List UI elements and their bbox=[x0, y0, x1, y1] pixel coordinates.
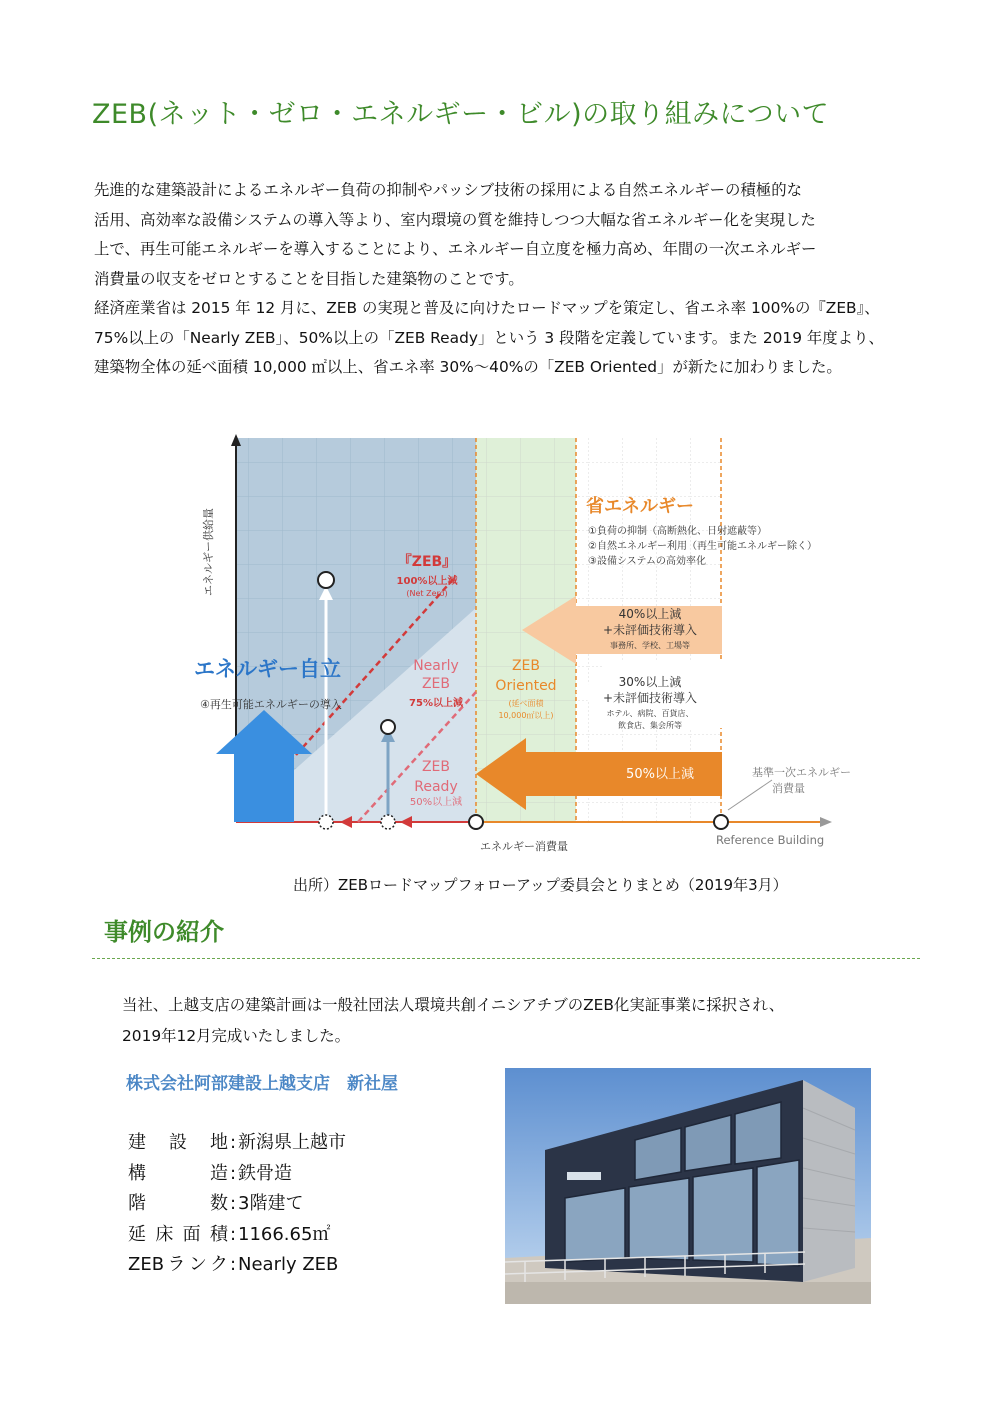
spec-label: 階数 bbox=[128, 1193, 228, 1214]
point-circle bbox=[381, 720, 395, 734]
spec-value: 3階建て bbox=[238, 1193, 304, 1214]
arrow-40-text: +未評価技術導入 bbox=[602, 623, 698, 637]
arrow-30-uses: ホテル、病院、百貨店、 bbox=[606, 709, 694, 718]
spec-row bbox=[128, 1128, 346, 1159]
intro-text bbox=[94, 176, 944, 383]
spec-label: 構造 bbox=[128, 1162, 228, 1184]
y-axis-label: エネルギー供給量 bbox=[202, 508, 215, 596]
reference-building-label: Reference Building bbox=[716, 833, 825, 847]
spec-value: Nearly ZEB bbox=[238, 1254, 339, 1275]
x-axis-label: エネルギー消費量 bbox=[480, 840, 568, 853]
zeb-ready-reduction: 50%以上減 bbox=[409, 797, 463, 808]
arrow-30-uses: 飲食店、集会所等 bbox=[618, 721, 682, 730]
project-name: 株式会社阿部建設上越支店 新社屋 bbox=[126, 1074, 398, 1094]
spec-separator: : bbox=[229, 1193, 237, 1214]
point-circle bbox=[318, 572, 334, 588]
arrow-40-uses: 事務所、学校、工場等 bbox=[610, 641, 690, 650]
case-heading: 事例の紹介 bbox=[104, 918, 224, 946]
zeb-sub: (Net Zero) bbox=[406, 589, 448, 598]
case-intro-line: 当社、上越支店の建築計画は一般社団法人環境共創イニシアチブのZEB化実証事業に採択され、 bbox=[122, 996, 785, 1014]
spec-row bbox=[128, 1189, 346, 1220]
spec-row bbox=[128, 1250, 346, 1281]
spec-separator: : bbox=[229, 1132, 237, 1153]
intro-line: 経済産業省は 2015 年 12 月に、ZEB の実現と普及に向けたロードマップを策定し、省エネ率 100%の『ZEB』、 bbox=[94, 299, 880, 317]
spec-separator: : bbox=[229, 1162, 237, 1184]
nearly-zeb-label: ZEB bbox=[421, 676, 451, 692]
spec-label: ZEBランク bbox=[128, 1254, 228, 1275]
spec-separator: : bbox=[229, 1223, 237, 1245]
intro-line: 75%以上の「Nearly ZEB」、50%以上の「ZEB Ready」という 3 段階を定義しています。また 2019 年度より、 bbox=[94, 328, 884, 347]
zeb-diagram bbox=[180, 428, 860, 860]
spec-value: 1166.65㎡ bbox=[238, 1223, 331, 1245]
energy-saving-item: ③設備システムの高効率化 bbox=[588, 556, 706, 567]
arrow-30-text: 30%以上減 bbox=[618, 675, 682, 689]
intro-line: 活用、高効率な設備システムの導入等より、室内環境の質を維持しつつ大幅な省エネルギー化を実現した bbox=[94, 210, 816, 229]
arrow-50-text: 50%以上減 bbox=[626, 767, 694, 782]
point-circle bbox=[319, 815, 333, 829]
reference-building-point bbox=[714, 815, 728, 829]
source-note: 出所）ZEBロードマップフォローアップ委員会とりまとめ（2019年3月） bbox=[293, 876, 788, 894]
energy-saving-item: ①負荷の抑制（高断熱化、日射遮蔽等） bbox=[588, 526, 767, 537]
spec-label: 建設地 bbox=[128, 1132, 228, 1153]
zeb-oriented-sub: (延べ面積 bbox=[508, 699, 544, 708]
arrow-30-text: +未評価技術導入 bbox=[602, 691, 698, 705]
zeb-oriented-label: Oriented bbox=[495, 678, 557, 694]
case-intro-line: 2019年12月完成いたしました。 bbox=[122, 1027, 351, 1045]
spec-label: 延床面積 bbox=[128, 1223, 228, 1245]
nearly-zeb-label: Nearly bbox=[413, 658, 459, 674]
intro-line: 消費量の収支をゼロとすることを目指した建築物のことです。 bbox=[94, 269, 524, 288]
divider bbox=[92, 958, 920, 959]
renewable-note: ④再生可能エネルギーの導入 bbox=[200, 698, 342, 711]
intro-line: 建築物全体の延べ面積 10,000 ㎡以上、省エネ率 30%～40%の「ZEB Oriented」が新たに加わりました。 bbox=[94, 358, 842, 376]
page-title: ZEB(ネット・ゼロ・エネルギー・ビル)の取り組みについて bbox=[92, 99, 830, 130]
zeb-ready-label: ZEB bbox=[421, 759, 451, 775]
point-circle bbox=[381, 815, 395, 829]
spec-value: 新潟県上越市 bbox=[238, 1132, 346, 1153]
energy-saving-item: ②自然エネルギー利用（再生可能エネルギー除く） bbox=[588, 541, 817, 552]
zeb-reduction: 100%以上減 bbox=[396, 576, 458, 587]
building-photo bbox=[505, 1068, 871, 1304]
spec-table bbox=[128, 1128, 346, 1281]
spec-separator: : bbox=[229, 1254, 237, 1275]
zeb-label: 『ZEB』 bbox=[397, 554, 457, 570]
nearly-zeb-reduction: 75%以上減 bbox=[409, 698, 463, 709]
case-intro bbox=[122, 990, 784, 1052]
spec-value: 鉄骨造 bbox=[238, 1162, 292, 1184]
zeb-oriented-sub: 10,000㎡以上) bbox=[498, 711, 554, 720]
spec-row bbox=[128, 1220, 346, 1251]
baseline-label: 基準一次エネルギー bbox=[752, 766, 851, 779]
self-sufficiency-label: エネルギー自立 bbox=[194, 657, 341, 681]
energy-saving-title: 省エネルギー bbox=[586, 496, 694, 517]
point-circle bbox=[469, 815, 483, 829]
arrow-40-text: 40%以上減 bbox=[618, 607, 682, 621]
baseline-label: 消費量 bbox=[772, 782, 805, 795]
intro-line: 先進的な建築設計によるエネルギー負荷の抑制やパッシブ技術の採用による自然エネルギーの積極的な bbox=[94, 181, 802, 199]
zeb-oriented-label: ZEB bbox=[511, 658, 541, 674]
spec-row bbox=[128, 1159, 346, 1190]
intro-line: 上で、再生可能エネルギーを導入することにより、エネルギー自立度を極力高め、年間の一次エネルギー bbox=[94, 240, 817, 258]
zeb-ready-label: Ready bbox=[414, 779, 458, 795]
